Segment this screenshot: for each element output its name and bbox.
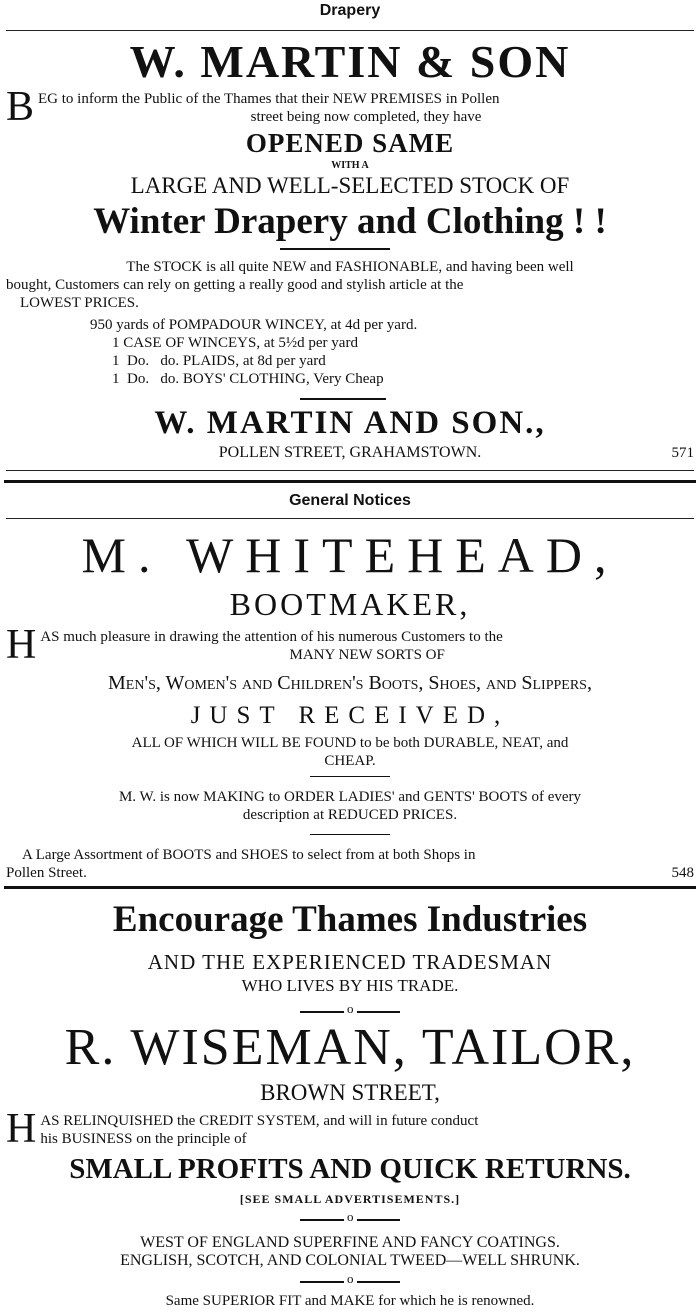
ornament-divider: o: [300, 1274, 400, 1288]
list-item: 950 yards of POMPADOUR WINCEY, at 4d per yard.: [90, 317, 418, 333]
same-superior-fit: Same SUPERIOR FIT and MAKE for which he is renowned.: [165, 1293, 535, 1309]
stock-line-1: The STOCK is all quite NEW and FASHIONABLE, and having been well: [126, 259, 574, 275]
list-item: 1 Do. do. PLAIDS, at 8d per yard: [112, 353, 326, 369]
intro-line-2: his BUSINESS on the principle of: [40, 1131, 247, 1147]
ornament-divider: o: [300, 1212, 400, 1226]
ad-number: 571: [671, 445, 694, 461]
intro-paragraph: [6, 84, 694, 130]
whitehead-name: M. WHITEHEAD,: [81, 527, 619, 583]
intro-line-1: EG to inform the Public of the Thames that their NEW PREMISES in Pollen: [38, 91, 500, 107]
durable-line-2: CHEAP.: [324, 753, 376, 769]
firm-name: W. MARTIN & SON: [129, 36, 571, 87]
assort-line-1: A Large Assortment of BOOTS and SHOES to select from at both Shops in: [22, 847, 476, 863]
rule: [6, 30, 694, 31]
stock-line-3: LOWEST PRICES.: [20, 295, 139, 311]
making-line-2: description at REDUCED PRICES.: [242, 807, 458, 823]
brown-street: BROWN STREET,: [260, 1080, 440, 1105]
rule: [6, 518, 694, 519]
short-rule: [280, 248, 390, 250]
large-stock: LARGE AND WELL-SELECTED STOCK OF: [130, 173, 570, 198]
bootmaker: BOOTMAKER,: [229, 586, 471, 622]
encourage-headline: Encourage Thames Industries: [112, 899, 588, 940]
short-rule: [310, 776, 390, 777]
wiseman-name: R. WISEMAN, TAILOR,: [64, 1019, 636, 1076]
item-list: [90, 316, 650, 388]
durable-line-1: ALL OF WHICH WILL BE FOUND to be both DURABLE, NEAT, and: [131, 735, 569, 751]
with-a: WITH A: [331, 160, 369, 171]
assort-line-2: Pollen Street.: [6, 865, 87, 881]
ornament-divider: o: [300, 1004, 400, 1018]
coatings-paragraph: [6, 1234, 694, 1270]
drop-cap: H: [6, 1106, 37, 1152]
subheading-2: WHO LIVES BY HIS TRADE.: [241, 976, 459, 995]
stock-line-2: bought, Customers can rely on getting a really good and stylish article at the: [6, 277, 464, 293]
section-heading-drapery: Drapery: [319, 2, 381, 19]
making-line-1: M. W. is now MAKING to ORDER LADIES' and GENTS' BOOTS of every: [118, 789, 582, 805]
list-item: 1 CASE OF WINCEYS, at 5½d per yard: [112, 335, 358, 351]
ad-number: 548: [671, 865, 694, 881]
intro-line-2: MANY NEW SORTS OF: [289, 647, 445, 663]
winter-drapery: Winter Drapery and Clothing ! !: [93, 201, 607, 242]
intro-line-1: AS much pleasure in drawing the attention of his numerous Customers to the: [40, 629, 503, 645]
goods-line: Men's, Women's and Children's Boots, Shoes, and Slippers,: [108, 672, 592, 694]
rule: [6, 470, 694, 471]
section-heading-general: General Notices: [289, 492, 411, 509]
durable-paragraph: [6, 734, 694, 770]
small-profits: SMALL PROFITS AND QUICK RETURNS.: [69, 1153, 631, 1185]
wiseman-intro: [6, 1106, 694, 1152]
intro-line-1: AS RELINQUISHED the CREDIT SYSTEM, and will in future conduct: [40, 1113, 479, 1129]
firm-footer: W. MARTIN AND SON.,: [154, 405, 546, 441]
address: POLLEN STREET, GRAHAMSTOWN.: [218, 444, 482, 461]
just-received: JUST RECEIVED,: [190, 702, 510, 729]
west-line: WEST OF ENGLAND SUPERFINE AND FANCY COATINGS.: [140, 1234, 560, 1251]
short-rule: [300, 398, 386, 400]
subheading-1: AND THE EXPERIENCED TRADESMAN: [147, 950, 553, 974]
thick-rule: [4, 886, 696, 889]
drop-cap: H: [6, 622, 37, 668]
intro-line-2: street being now completed, they have: [250, 109, 482, 125]
drop-cap: B: [6, 84, 35, 130]
stock-paragraph: [6, 258, 694, 312]
assortment-paragraph: [6, 846, 694, 882]
english-line: ENGLISH, SCOTCH, AND COLONIAL TWEED—WELL SHRUNK.: [120, 1252, 580, 1269]
see-advertisements: [SEE SMALL ADVERTISEMENTS.]: [239, 1192, 461, 1206]
thick-rule: [4, 480, 696, 483]
making-paragraph: [6, 788, 694, 824]
whitehead-intro: [6, 622, 694, 668]
opened-same: OPENED SAME: [245, 128, 455, 158]
short-rule: [310, 834, 390, 835]
list-item: 1 Do. do. BOYS' CLOTHING, Very Cheap: [112, 371, 384, 387]
